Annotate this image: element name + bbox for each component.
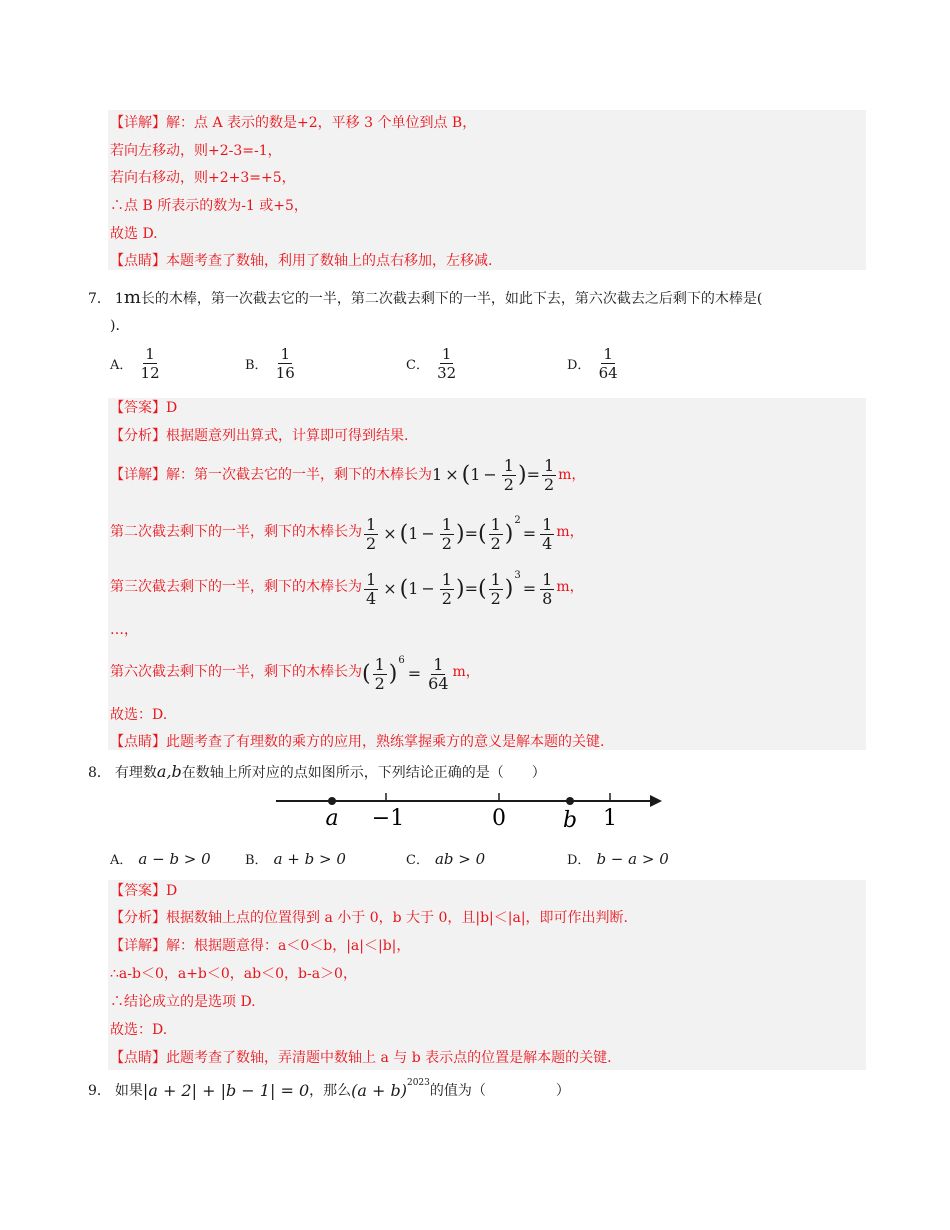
q8-vars: a,b xyxy=(156,762,182,781)
q7-stem-cont: )． xyxy=(110,318,130,334)
q8-comment: 【点睛】此题考查了数轴，弄清题中数轴上 a 与 b 表示点的位置是解本题的关键. xyxy=(110,1050,612,1066)
label-neg1: −1 xyxy=(371,806,405,831)
q8-option-a-label: A． xyxy=(110,853,133,868)
q8-option-b[interactable] xyxy=(245,849,346,868)
q7-lead: 1 xyxy=(114,291,124,307)
q7-ellipsis: …， xyxy=(110,622,138,638)
q7-detail-formula: 1 × (1 − $\frac{1}{2}$ )= $\frac{1}{2}$ xyxy=(432,455,555,494)
q7-number: 7． xyxy=(88,291,111,307)
q8-option-d-expr: b − a > 0 xyxy=(596,850,669,868)
q7-third-formula: $\frac{1}{4}$ × (1 − $\frac{1}{2}$ )=( $\frac{1}{2}$ )$^3$= $\frac{1}{8}$ xyxy=(366,570,553,608)
q8-list: ∴a-b＜0，a+b＜0，ab＜0，b-a＞0， xyxy=(110,966,357,982)
q9-expression: |a + 2| + |b − 1| = 0 xyxy=(142,1080,310,1100)
q7-option-d[interactable] xyxy=(567,345,622,382)
q9-text-a: 如果 xyxy=(114,1083,143,1099)
q7-choose: 故选：D. xyxy=(110,707,168,723)
q9-text-b: ，那么 xyxy=(309,1083,352,1099)
q7-second-prefix: 第二次截去剩下的一半，剩下的木棒长为 xyxy=(110,524,362,540)
q7-third-unit: m， xyxy=(556,579,584,595)
q6-conclusion: ∴点 B 所表示的数为-1 或+5， xyxy=(110,198,308,214)
q8-option-c-label: C． xyxy=(406,853,429,868)
q7-second-line xyxy=(110,510,584,554)
q8-number: 8． xyxy=(88,765,111,781)
q9-expression-2: (a + b) xyxy=(351,1080,407,1100)
q6-choose: 故选 D. xyxy=(110,226,158,242)
q7-detail-prefix: 【详解】解：第一次截去它的一半，剩下的木棒长为 xyxy=(110,467,432,483)
solution-box-q6 xyxy=(108,110,866,270)
point-a xyxy=(328,797,336,805)
q8-option-d-label: D． xyxy=(567,853,591,868)
q7-option-d-fraction: $\frac{1}{64}$ xyxy=(598,345,618,382)
q8-text-a: 有理数 xyxy=(114,765,157,781)
q8-option-a[interactable] xyxy=(110,849,211,868)
q7-sixth-prefix: 第六次截去剩下的一半，剩下的木棒长为 xyxy=(110,664,362,680)
q6-left-move: 若向左移动，则+2-3=-1， xyxy=(110,143,282,159)
label-zero: 0 xyxy=(492,806,506,831)
q8-option-b-label: B． xyxy=(245,853,268,868)
q7-analysis: 【分析】根据题意列出算式，计算即可得到结果. xyxy=(110,428,409,444)
q7-detail-unit: m， xyxy=(558,467,586,483)
label-one: 1 xyxy=(603,806,617,831)
q7-sixth-formula: ( $\frac{1}{2}$ )$^6$= $\frac{1}{64}$ xyxy=(362,655,449,693)
q8-option-b-expr: a + b > 0 xyxy=(273,850,346,868)
q7-option-b-fraction: $\frac{1}{16}$ xyxy=(275,345,295,382)
q7-option-b-label: B． xyxy=(245,358,268,373)
point-b xyxy=(566,797,574,805)
q8-option-d[interactable] xyxy=(567,849,669,868)
q6-comment: 【点睛】本题考查了数轴，利用了数轴上的点右移加，左移减. xyxy=(110,253,493,269)
q7-option-c-label: C． xyxy=(406,358,429,373)
q8-stem xyxy=(88,762,546,782)
q7-third-prefix: 第三次截去剩下的一半，剩下的木棒长为 xyxy=(110,579,362,595)
q7-detail-line xyxy=(110,455,585,495)
q8-option-c-expr: ab > 0 xyxy=(434,850,486,868)
q7-option-d-label: D． xyxy=(567,358,591,373)
q7-third-line xyxy=(110,565,584,609)
number-line-figure xyxy=(272,788,672,833)
q7-text: 长的木棒，第一次截去它的一半，第二次截去剩下的一半，如此下去，第六次截去之后剩下的木棒是( xyxy=(140,291,763,307)
label-b: b xyxy=(562,808,578,833)
q7-option-a[interactable] xyxy=(110,345,164,382)
q9-text-c: 的值为（ ） xyxy=(429,1083,570,1099)
q9-exponent: 2023 xyxy=(406,1078,430,1088)
q8-option-a-expr: a − b > 0 xyxy=(138,850,211,868)
q7-option-a-label: A． xyxy=(110,358,133,373)
q8-analysis: 【分析】根据数轴上点的位置得到 a 小于 0，b 大于 0，且|b|＜|a|，即可作出判断. xyxy=(110,910,628,926)
q9-number: 9． xyxy=(88,1083,111,1099)
q7-sixth-unit: m， xyxy=(452,664,480,680)
q7-option-c[interactable] xyxy=(406,345,460,382)
q8-text-b: 在数轴上所对应的点如图所示，下列结论正确的是（ ） xyxy=(181,765,546,781)
q7-comment: 【点睛】此题考查了有理数的乘方的应用，熟练掌握乘方的意义是解本题的关键. xyxy=(110,734,605,750)
number-line-arrow xyxy=(650,795,662,807)
q7-sixth-line xyxy=(110,648,480,696)
label-a: a xyxy=(325,806,339,831)
q7-unit: m xyxy=(123,287,141,308)
q8-choose: 故选：D. xyxy=(110,1022,168,1038)
q9-stem xyxy=(88,1080,570,1100)
q8-detail: 【详解】解：根据题意得：a＜0＜b，|a|＜|b|， xyxy=(110,938,411,954)
q7-second-formula: $\frac{1}{2}$ × (1 − $\frac{1}{2}$ )=( $\frac{1}{2}$ )$^2$= $\frac{1}{4}$ xyxy=(366,515,553,553)
q7-second-unit: m， xyxy=(556,524,584,540)
q8-conclusion: ∴结论成立的是选项 D. xyxy=(110,994,256,1010)
q7-option-a-fraction: $\frac{1}{12}$ xyxy=(140,345,160,382)
q7-stem xyxy=(88,287,762,308)
q7-option-c-fraction: $\frac{1}{32}$ xyxy=(437,345,457,382)
q8-option-c[interactable] xyxy=(406,849,485,868)
q7-option-b[interactable] xyxy=(245,345,299,382)
q7-answer: 【答案】D xyxy=(110,400,178,416)
q6-right-move: 若向右移动，则+2+3=+5， xyxy=(110,170,296,186)
q6-detail: 【详解】解：点 A 表示的数是+2，平移 3 个单位到点 B， xyxy=(110,115,477,131)
q8-answer: 【答案】D xyxy=(110,883,178,899)
